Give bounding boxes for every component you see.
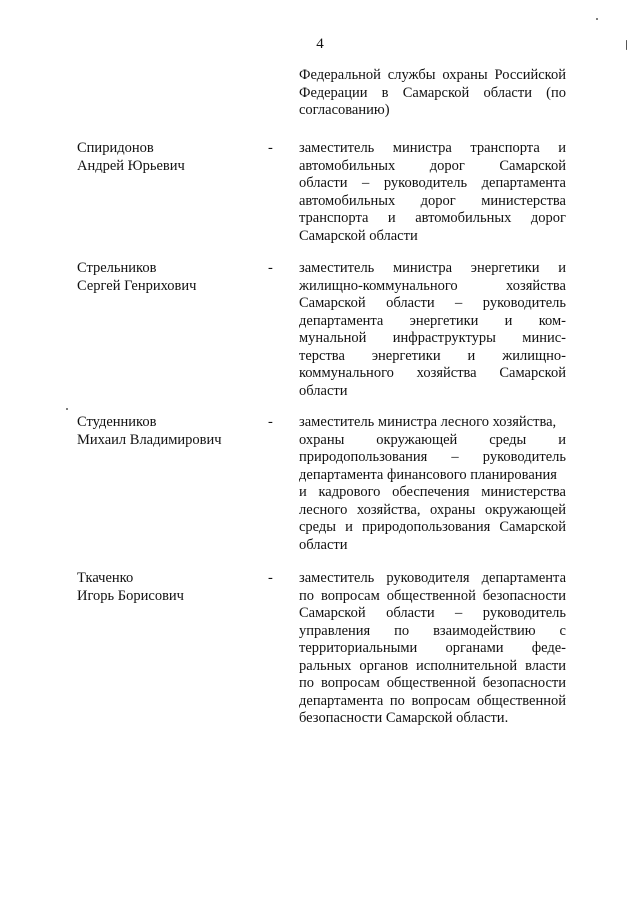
separator-dash: -	[268, 414, 273, 430]
member-given-name: Игорь Борисович	[77, 587, 184, 604]
separator-dash: -	[268, 140, 273, 156]
member-name	[77, 140, 257, 175]
description-line: по вопросам общественной безопасности	[299, 675, 566, 691]
description-line: мунальной инфраструктуры минис-	[299, 330, 566, 346]
description-line: согласованию)	[299, 102, 390, 118]
member-name	[77, 414, 257, 449]
intro-description	[299, 67, 566, 120]
description-line: Федерации в Самарской области (по	[299, 84, 566, 101]
description-line: среды и природопользования Самарской	[299, 519, 566, 535]
description-line: транспорта и автомобильных дорог	[299, 210, 566, 226]
member-surname: Спиридонов	[77, 140, 154, 156]
description-line: департамента финансового планирования	[299, 466, 557, 483]
description-line: департамента по вопросам общественной	[299, 692, 566, 709]
description-line: автомобильных дорог Самарской	[299, 157, 566, 174]
scan-speck	[596, 18, 598, 20]
description-line: заместитель министра лесного хозяйства,	[299, 414, 557, 430]
description-line: заместитель руководителя департамента	[299, 570, 566, 586]
member-name	[77, 570, 257, 605]
description-line: охраны окружающей среды и	[299, 431, 566, 448]
member-given-name: Сергей Генрихович	[77, 277, 197, 294]
description-line: заместитель министра энергетики и	[299, 260, 566, 276]
description-line: и кадрового обеспечения министерства	[299, 484, 566, 500]
description-line: области	[299, 382, 348, 399]
description-line: Самарской области – руководитель	[299, 295, 566, 311]
description-line: коммунального хозяйства Самарской	[299, 365, 566, 381]
description-line: заместитель министра транспорта и	[299, 140, 566, 156]
member-name	[77, 260, 257, 295]
separator-dash: -	[268, 260, 273, 276]
description-line: лесного хозяйства, охраны окружающей	[299, 501, 566, 518]
description-line: природопользования – руководитель	[299, 449, 566, 465]
description-line: области	[299, 536, 348, 553]
description-line: ральных органов исполнительной власти	[299, 657, 566, 674]
description-line: области – руководитель департамента	[299, 175, 566, 191]
separator-dash: -	[268, 570, 273, 586]
member-surname: Стрельников	[77, 260, 157, 276]
description-line: автомобильных дорог министерства	[299, 192, 566, 209]
member-given-name: Андрей Юрьевич	[77, 157, 185, 174]
description-line: департамента энергетики и ком-	[299, 312, 566, 329]
member-position	[299, 140, 566, 245]
member-surname: Студенников	[77, 414, 157, 430]
scan-speck	[66, 408, 68, 410]
page-number: 4	[316, 36, 324, 52]
member-position	[299, 570, 566, 728]
member-position	[299, 260, 566, 400]
member-position	[299, 414, 566, 554]
member-surname: Ткаченко	[77, 570, 134, 586]
member-given-name: Михаил Владимирович	[77, 431, 222, 448]
description-line: Федеральной службы охраны Российской	[299, 67, 566, 83]
description-line: по вопросам общественной безопасности	[299, 587, 566, 604]
description-line: терства энергетики и жилищно-	[299, 347, 566, 364]
description-line: безопасности Самарской области.	[299, 710, 509, 726]
description-line: Самарской области	[299, 227, 418, 244]
description-line: Самарской области – руководитель	[299, 605, 566, 621]
description-line: территориальными органами феде-	[299, 640, 566, 656]
description-line: управления по взаимодействию с	[299, 622, 566, 639]
description-line: жилищно-коммунального хозяйства	[299, 277, 566, 294]
